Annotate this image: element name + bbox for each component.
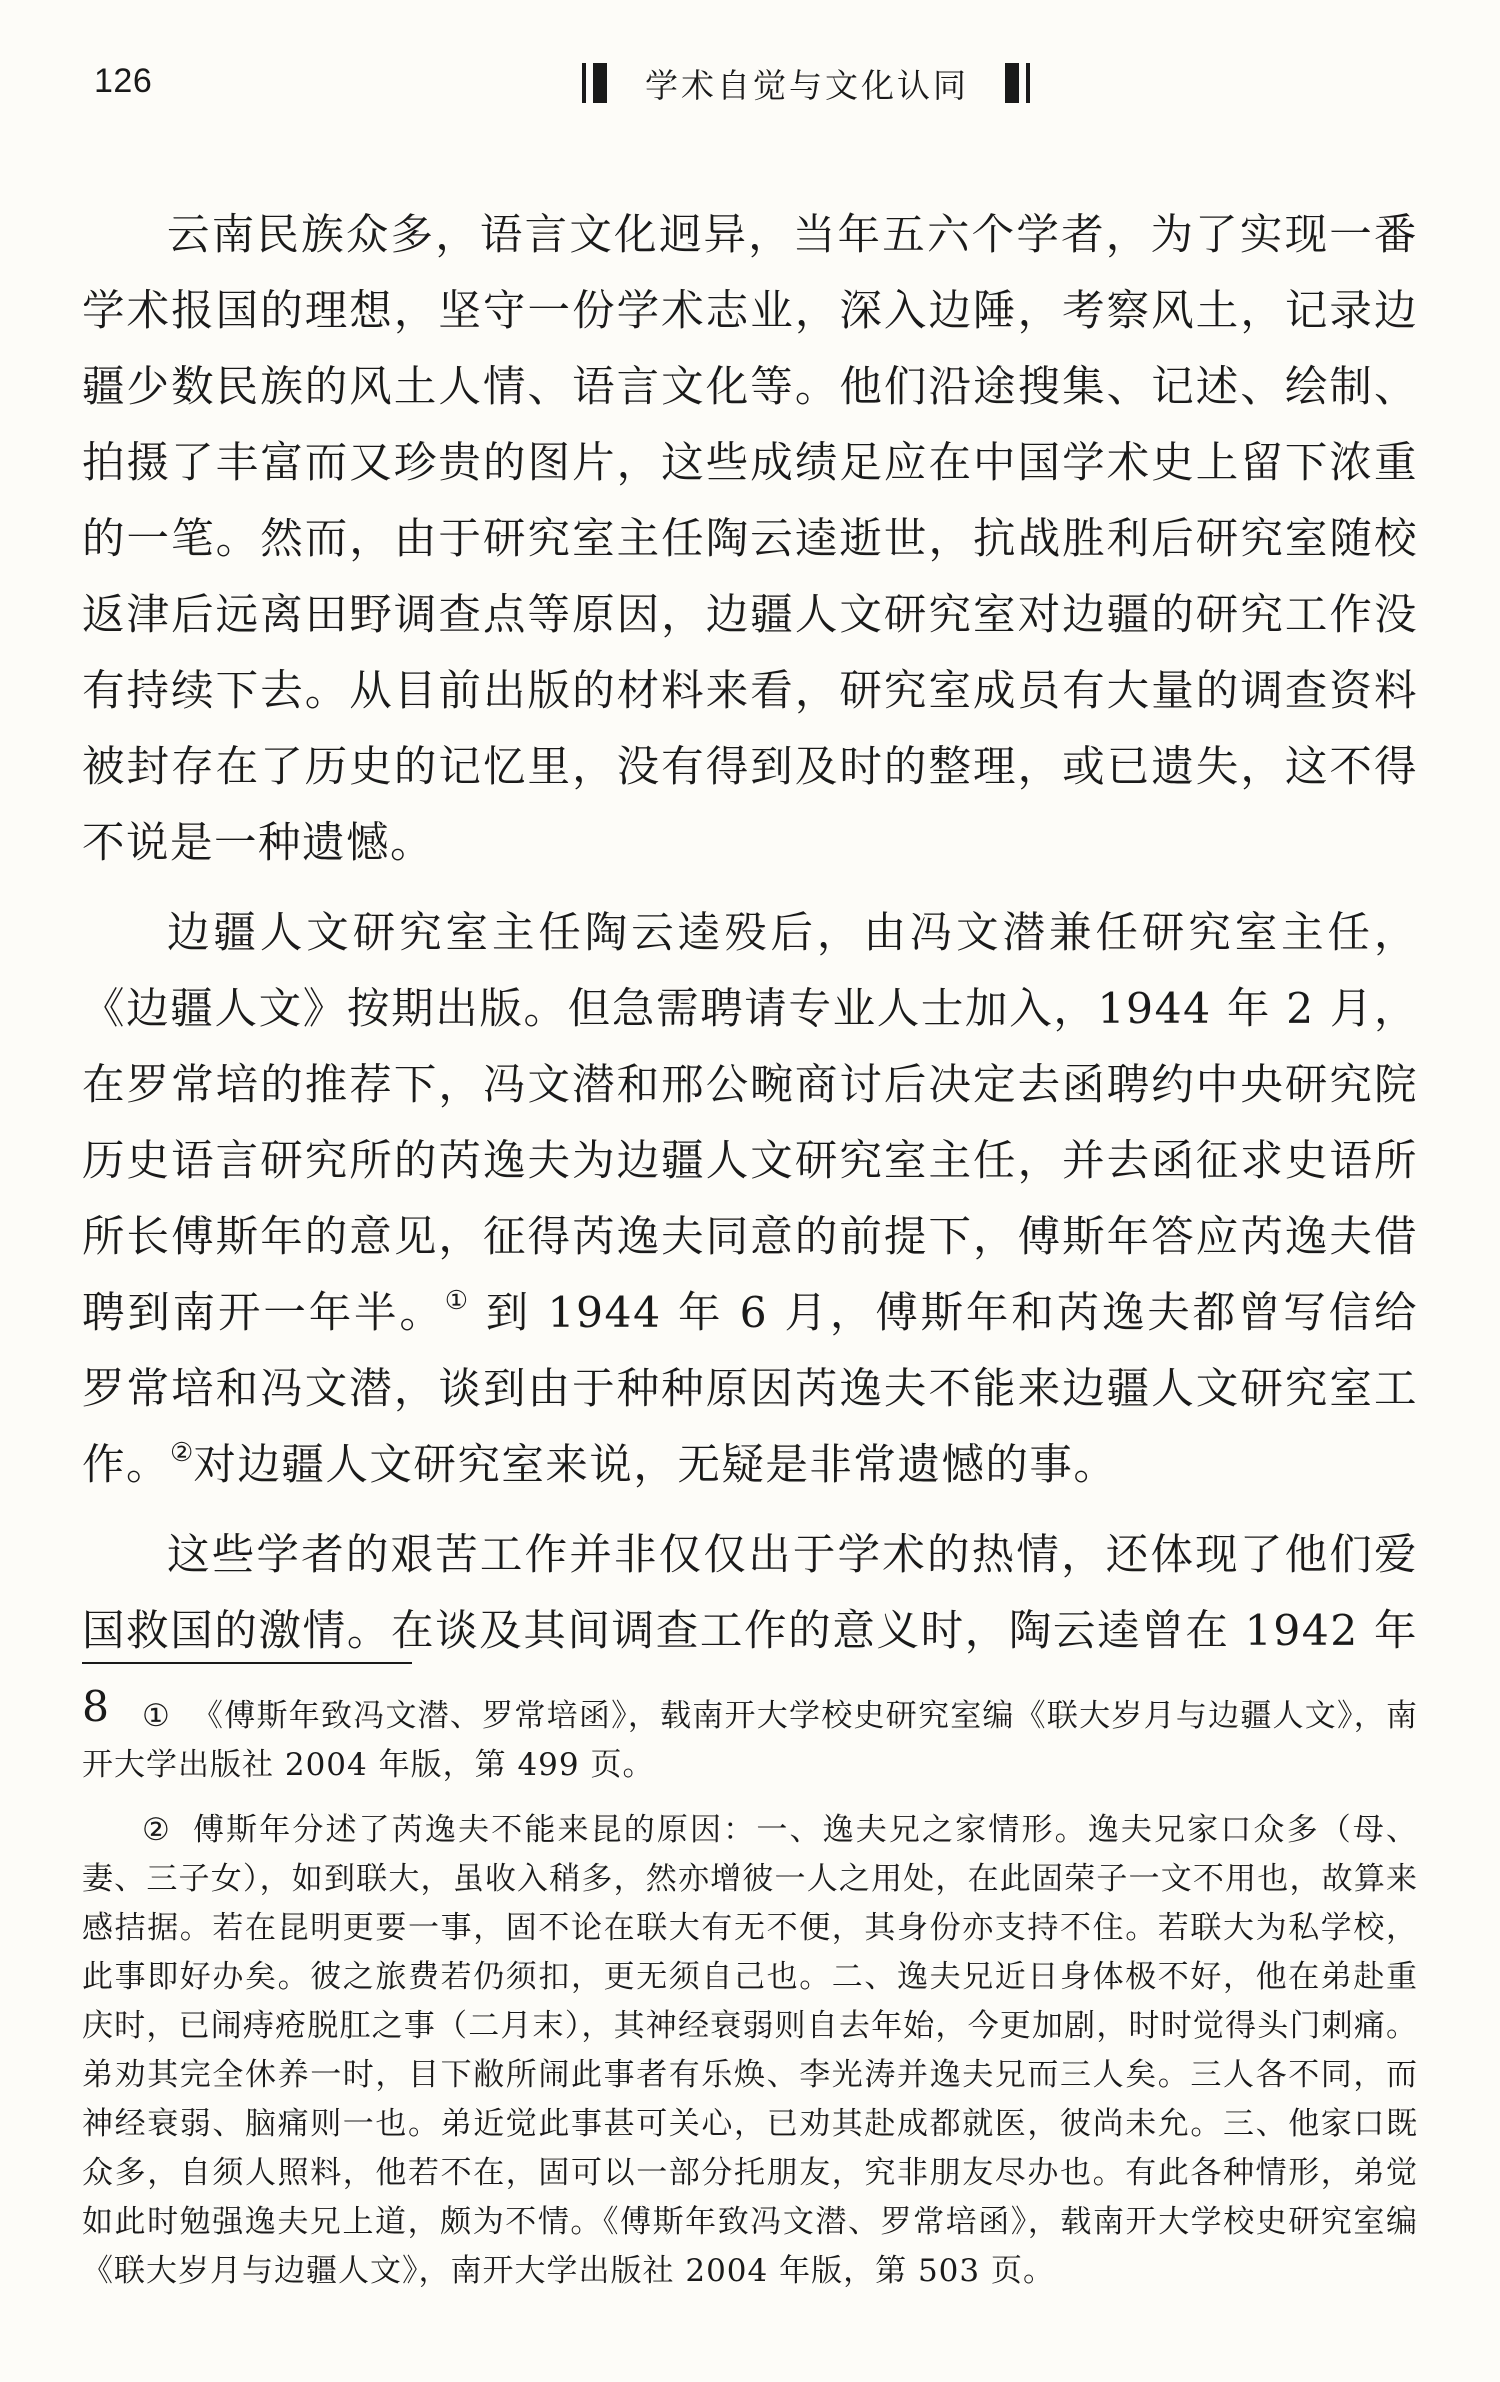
footnote-1 <box>82 1692 1418 1790</box>
page-header <box>88 58 1412 114</box>
footnote-text: 《傅斯年致冯文潜、罗常培函》，载南开大学校史研究室编《联大岁月与边疆人文》，南开大学出版社 2004 年版，第 499 页。 <box>82 1698 1418 1783</box>
page-number: 126 <box>94 62 153 100</box>
running-title: 学术自觉与文化认同 <box>645 65 969 105</box>
right-thin-bar <box>1026 63 1030 103</box>
paragraph-text: 到 1944 年 6 月，傅斯年和芮逸夫都曾写信给罗常培和冯文潜，谈到由于种种原因芮逸夫不能来边疆人文研究室工作。 <box>82 1289 1418 1490</box>
paragraph-2 <box>82 896 1418 1504</box>
footnote-mark: ② <box>142 1812 171 1848</box>
left-thin-bar <box>582 63 586 103</box>
footnote-divider <box>82 1662 412 1664</box>
footnote-mark: ① <box>142 1698 171 1734</box>
paragraph-text: 云南民族众多，语言文化迥异，当年五六个学者，为了实现一番学术报国的理想，坚守一份学术志业，深入边陲，考察风土，记录边疆少数民族的风土人情、语言文化等。他们沿途搜集、记述、绘制、拍摄了丰富而又珍贵的图片，这些成绩足应在中国学术史上留下浓重的一笔。然而，由于研究室主任陶云逵逝世，抗战胜利后研究室随校返津后远离田野调查点等原因，边疆人文研究室对边疆的研究工作没有持续下去。从目前出版的材料来看，研究室成员有大量的调查资料被封存在了历史的记忆里，没有得到及时的整理，或已遗失，这不得不说是一种遗憾。 <box>82 211 1418 868</box>
footnote-ref-1[interactable]: ① <box>444 1285 470 1316</box>
footnote-ref-2[interactable]: ② <box>170 1437 194 1468</box>
right-thick-bar <box>1005 63 1019 103</box>
footnote-text: 傅斯年分述了芮逸夫不能来昆的原因：一、逸夫兄之家情形。逸夫兄家口众多（母、妻、三子女），如到联大，虽收入稍多，然亦增彼一人之用处，在此固荣子一文不用也，故算来感拮据。若在昆明更要一事，固不论在联大有无不便，其身份亦支持不住。若联大为私学校，此事即好办矣。彼之旅费若仍须扣，更无须自己也。二、逸夫兄近日身体极不好，他在弟赴重庆时，已闹痔疮脱肛之事（二月末），其神经衰弱则自去年始，今更加剧，时时觉得头门刺痛。弟劝其完全休养一时，目下敝所闹此事者有乐焕、李光涛并逸夫兄而三人矣。三人各不同，而神经衰弱、脑痛则一也。弟近觉此事甚可关心，已劝其赴成都就医，彼尚未允。三、他家口既众多，自须人照料，他若不在，固可以一部分托朋友，究非朋友尽办也。有此各种情形，弟觉如此时勉强逸夫兄上道，颇为不情。《傅斯年致冯文潜、罗常培函》，载南开大学校史研究室编《联大岁月与边疆人文》，南开大学出版社 2004 年版，第 503 页。 <box>82 1812 1418 2289</box>
paragraph-text: 边疆人文研究室主任陶云逵殁后，由冯文潜兼任研究室主任，《边疆人文》按期出版。但急需聘请专业人士加入，1944 年 2 月，在罗常培的推荐下，冯文潜和邢公畹商讨后决定去函聘约中央研究院历史语言研究所的芮逸夫为边疆人文研究室主任，并去函征求史语所所长傅斯年的意见，征得芮逸夫同意的前提下，傅斯年答应芮逸夫借聘到南开一年半。 <box>82 909 1418 1338</box>
footnote-2 <box>82 1806 1418 2296</box>
paragraph-1 <box>82 198 1418 882</box>
body-text <box>82 198 1418 1746</box>
paragraph-text: 对边疆人文研究室来说，无疑是非常遗憾的事。 <box>193 1441 1118 1490</box>
paragraph-text: 这些学者的艰苦工作并非仅仅出于学术的热情，还体现了他们爱国救国的激情。在谈及其间调查工作的意义时，陶云逵曾在 1942 年 8 <box>82 1531 1418 1732</box>
running-head <box>582 58 1030 108</box>
footnotes <box>82 1692 1418 2296</box>
left-thick-bar <box>593 63 607 103</box>
